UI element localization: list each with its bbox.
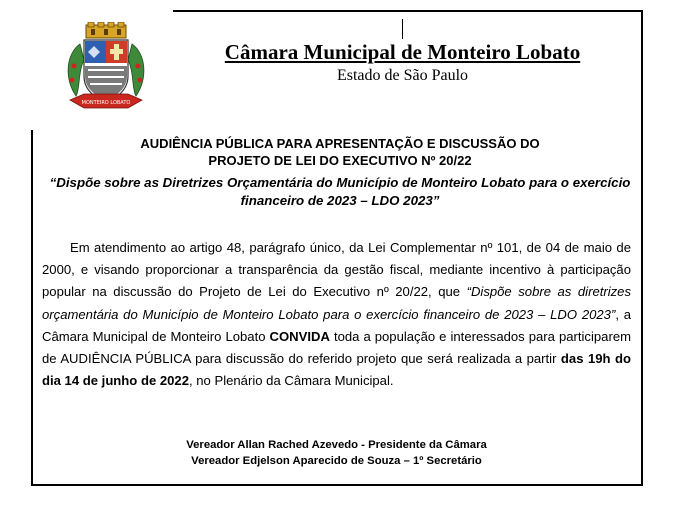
text-cursor xyxy=(402,19,403,39)
frame-left-border xyxy=(31,130,33,485)
body-date: das 19h do dia 14 de junho de 2022 xyxy=(42,351,631,389)
body-text-part2: , a Câmara Municipal de Monteiro Lobato xyxy=(42,306,631,344)
body-quote: “Dispõe sobre as diretrizes orçamentária do Município de Monteiro Lobato para o exercício financeiro de 2023 – LDO 2023” xyxy=(42,284,632,322)
notice-subject: “Dispõe sobre as Diretrizes Orçamentária do Município de Monteiro Lobato para o exercício financeiro de 2023 – LDO 2023” xyxy=(49,175,631,208)
body-convida: CONVIDA xyxy=(269,328,330,344)
signature-secretary: Vereador Edjelson Aparecido de Souza – 1º Secretário xyxy=(191,455,482,467)
notice-heading-line2: PROJETO DE LEI DO EXECUTIVO Nº 20/22 xyxy=(208,153,472,168)
municipal-coat-of-arms-icon xyxy=(60,22,152,114)
svg-text:MONTEIRO LOBATO: MONTEIRO LOBATO xyxy=(81,100,131,106)
body-text-part3: toda a população e interessados para participarem de AUDIÊNCIA PÚBLICA para discussão do referido projeto que será realizada a partir xyxy=(42,328,632,367)
signatures xyxy=(42,437,631,469)
page-subtitle: Estado de São Paulo xyxy=(336,67,469,84)
notice-heading xyxy=(42,135,638,169)
body-text-part4: , no Plenário da Câmara Municipal. xyxy=(189,373,394,389)
frame-top-border xyxy=(173,10,643,12)
signature-president: Vereador Allan Rached Azevedo - Presidente da Câmara xyxy=(186,439,487,451)
notice-body xyxy=(42,237,631,392)
page-title: Câmara Municipal de Monteiro Lobato xyxy=(224,40,581,64)
frame-right-border xyxy=(641,10,643,486)
notice-heading-line1: AUDIÊNCIA PÚBLICA PARA APRESENTAÇÃO E DISCUSSÃO DO xyxy=(140,136,540,151)
frame-bottom-border xyxy=(31,484,643,486)
body-text-part1: Em atendimento ao artigo 48, parágrafo único, da Lei Complementar nº 101, de 04 de maio de 2000, e visando proporcionar a transparência da gestão fiscal, mediante incentivo à participação popular na discussão do Projeto de Lei do Executivo nº 20/22, que xyxy=(42,240,631,300)
